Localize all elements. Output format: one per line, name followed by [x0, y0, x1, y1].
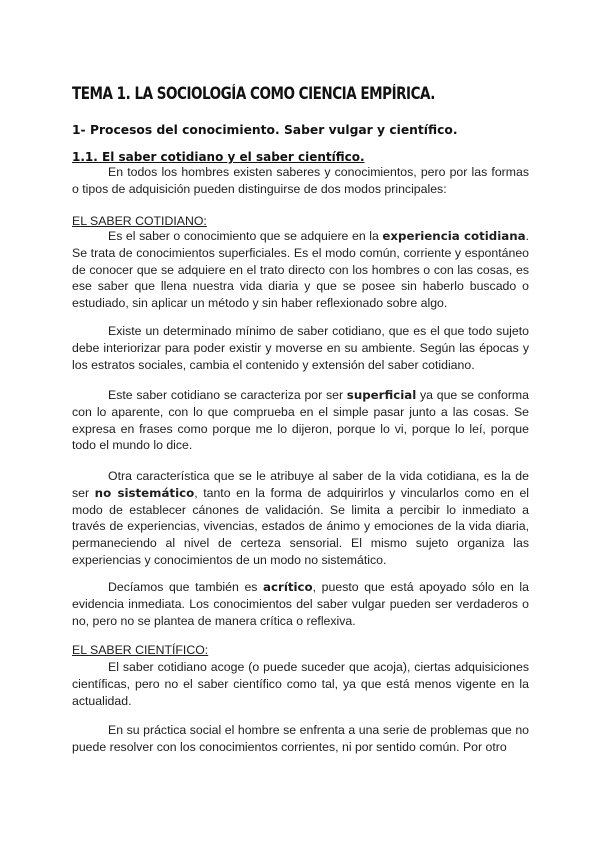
cientifico-p2: En su práctica social el hombre se enfrenta a una serie de problemas que no puede resolver con los conocimientos corrientes, ni por sentido común. Por otro	[72, 723, 529, 754]
intro-paragraph	[72, 164, 529, 198]
cotidiano-p1-a: Es el saber o conocimiento que se adquiere en la	[108, 229, 383, 243]
cotidiano-p4-bold: no sistemático	[94, 485, 195, 500]
section-title: 1- Procesos del conocimiento. Saber vulgar y científico.	[72, 123, 458, 137]
cientifico-heading: EL SABER CIENTÍFICO:	[72, 643, 209, 657]
cientifico-paragraph-2	[72, 722, 529, 756]
cotidiano-p5-a: Decíamos que también es	[108, 580, 264, 594]
tema-title: TEMA 1. LA SOCIOLOGÍA COMO CIENCIA EMPÍRICA.	[72, 84, 435, 103]
cotidiano-heading: EL SABER COTIDIANO:	[72, 214, 207, 228]
cientifico-paragraph-1	[72, 659, 529, 709]
cotidiano-paragraph-4	[72, 468, 529, 569]
cotidiano-p5-bold: acrítico	[263, 580, 313, 594]
cotidiano-p1-b: . Se trata de conocimientos superficiales. Es el modo común, corriente y espontáneo de conocer que se adquiere en el trato directo con los hombres o con las cosas, es ese saber que llena nuestra vida diaria y que se posee sin haberlo buscado o estudiado, sin aplicar un método y sin haber reflexionado sobre algo.	[72, 229, 529, 311]
cotidiano-p4-a: Otra característica que se le atribuye al saber de la vida cotidiana, es la de ser	[72, 469, 529, 500]
cotidiano-paragraph-5	[72, 579, 529, 629]
cotidiano-p2: Existe un determinado mínimo de saber cotidiano, que es el que todo sujeto debe interiorizar para poder existir y moverse en su ambiente. Según las épocas y los estratos sociales, cambia el contenido y extensión del saber cotidiano.	[72, 324, 529, 372]
cotidiano-paragraph-1	[72, 228, 529, 312]
cotidiano-p5-b: , puesto que está apoyado sólo en la evidencia inmediata. Los conocimientos del saber vulgar pueden ser verdaderos o no, pero no se plantea de manera crítica o reflexiva.	[72, 580, 529, 628]
cotidiano-p3-bold: superficial	[346, 388, 417, 402]
subsection-title: 1.1. El saber cotidiano y el saber científico.	[72, 150, 365, 164]
intro-text: En todos los hombres existen saberes y conocimientos, pero por las formas o tipos de adquisición pueden distinguirse de dos modos principales:	[72, 165, 529, 196]
cotidiano-p4-b: , tanto en la forma de adquirirlos y vincularlos como en el modo de establecer cánones de validación. Se limita a percibir lo inmediato a través de experiencias, vivencias, estados de ánimo y emociones de la vida diaria, permaneciendo al nivel de certeza sensorial. El mismo sujeto organiza las experiencias y conocimientos de un modo no sistemático.	[72, 485, 530, 567]
cotidiano-p1-bold: experiencia cotidiana	[382, 229, 526, 243]
cientifico-p1: El saber cotidiano acoge (o puede suceder que acoja), ciertas adquisiciones científicas, pero no el saber científico como tal, ya que está menos vigente en la actualidad.	[72, 660, 529, 708]
cotidiano-p3-b: ya que se conforma con lo aparente, con lo que comprueba en el simple pasar junto a las cosas. Se expresa en frases como porque me lo dijeron, porque lo vi, porque lo leí, porque todo el mundo lo dice.	[72, 388, 529, 453]
cotidiano-paragraph-2	[72, 323, 529, 373]
cotidiano-p3-a: Este saber cotidiano se caracteriza por ser	[108, 388, 347, 402]
cotidiano-paragraph-3	[72, 387, 529, 454]
